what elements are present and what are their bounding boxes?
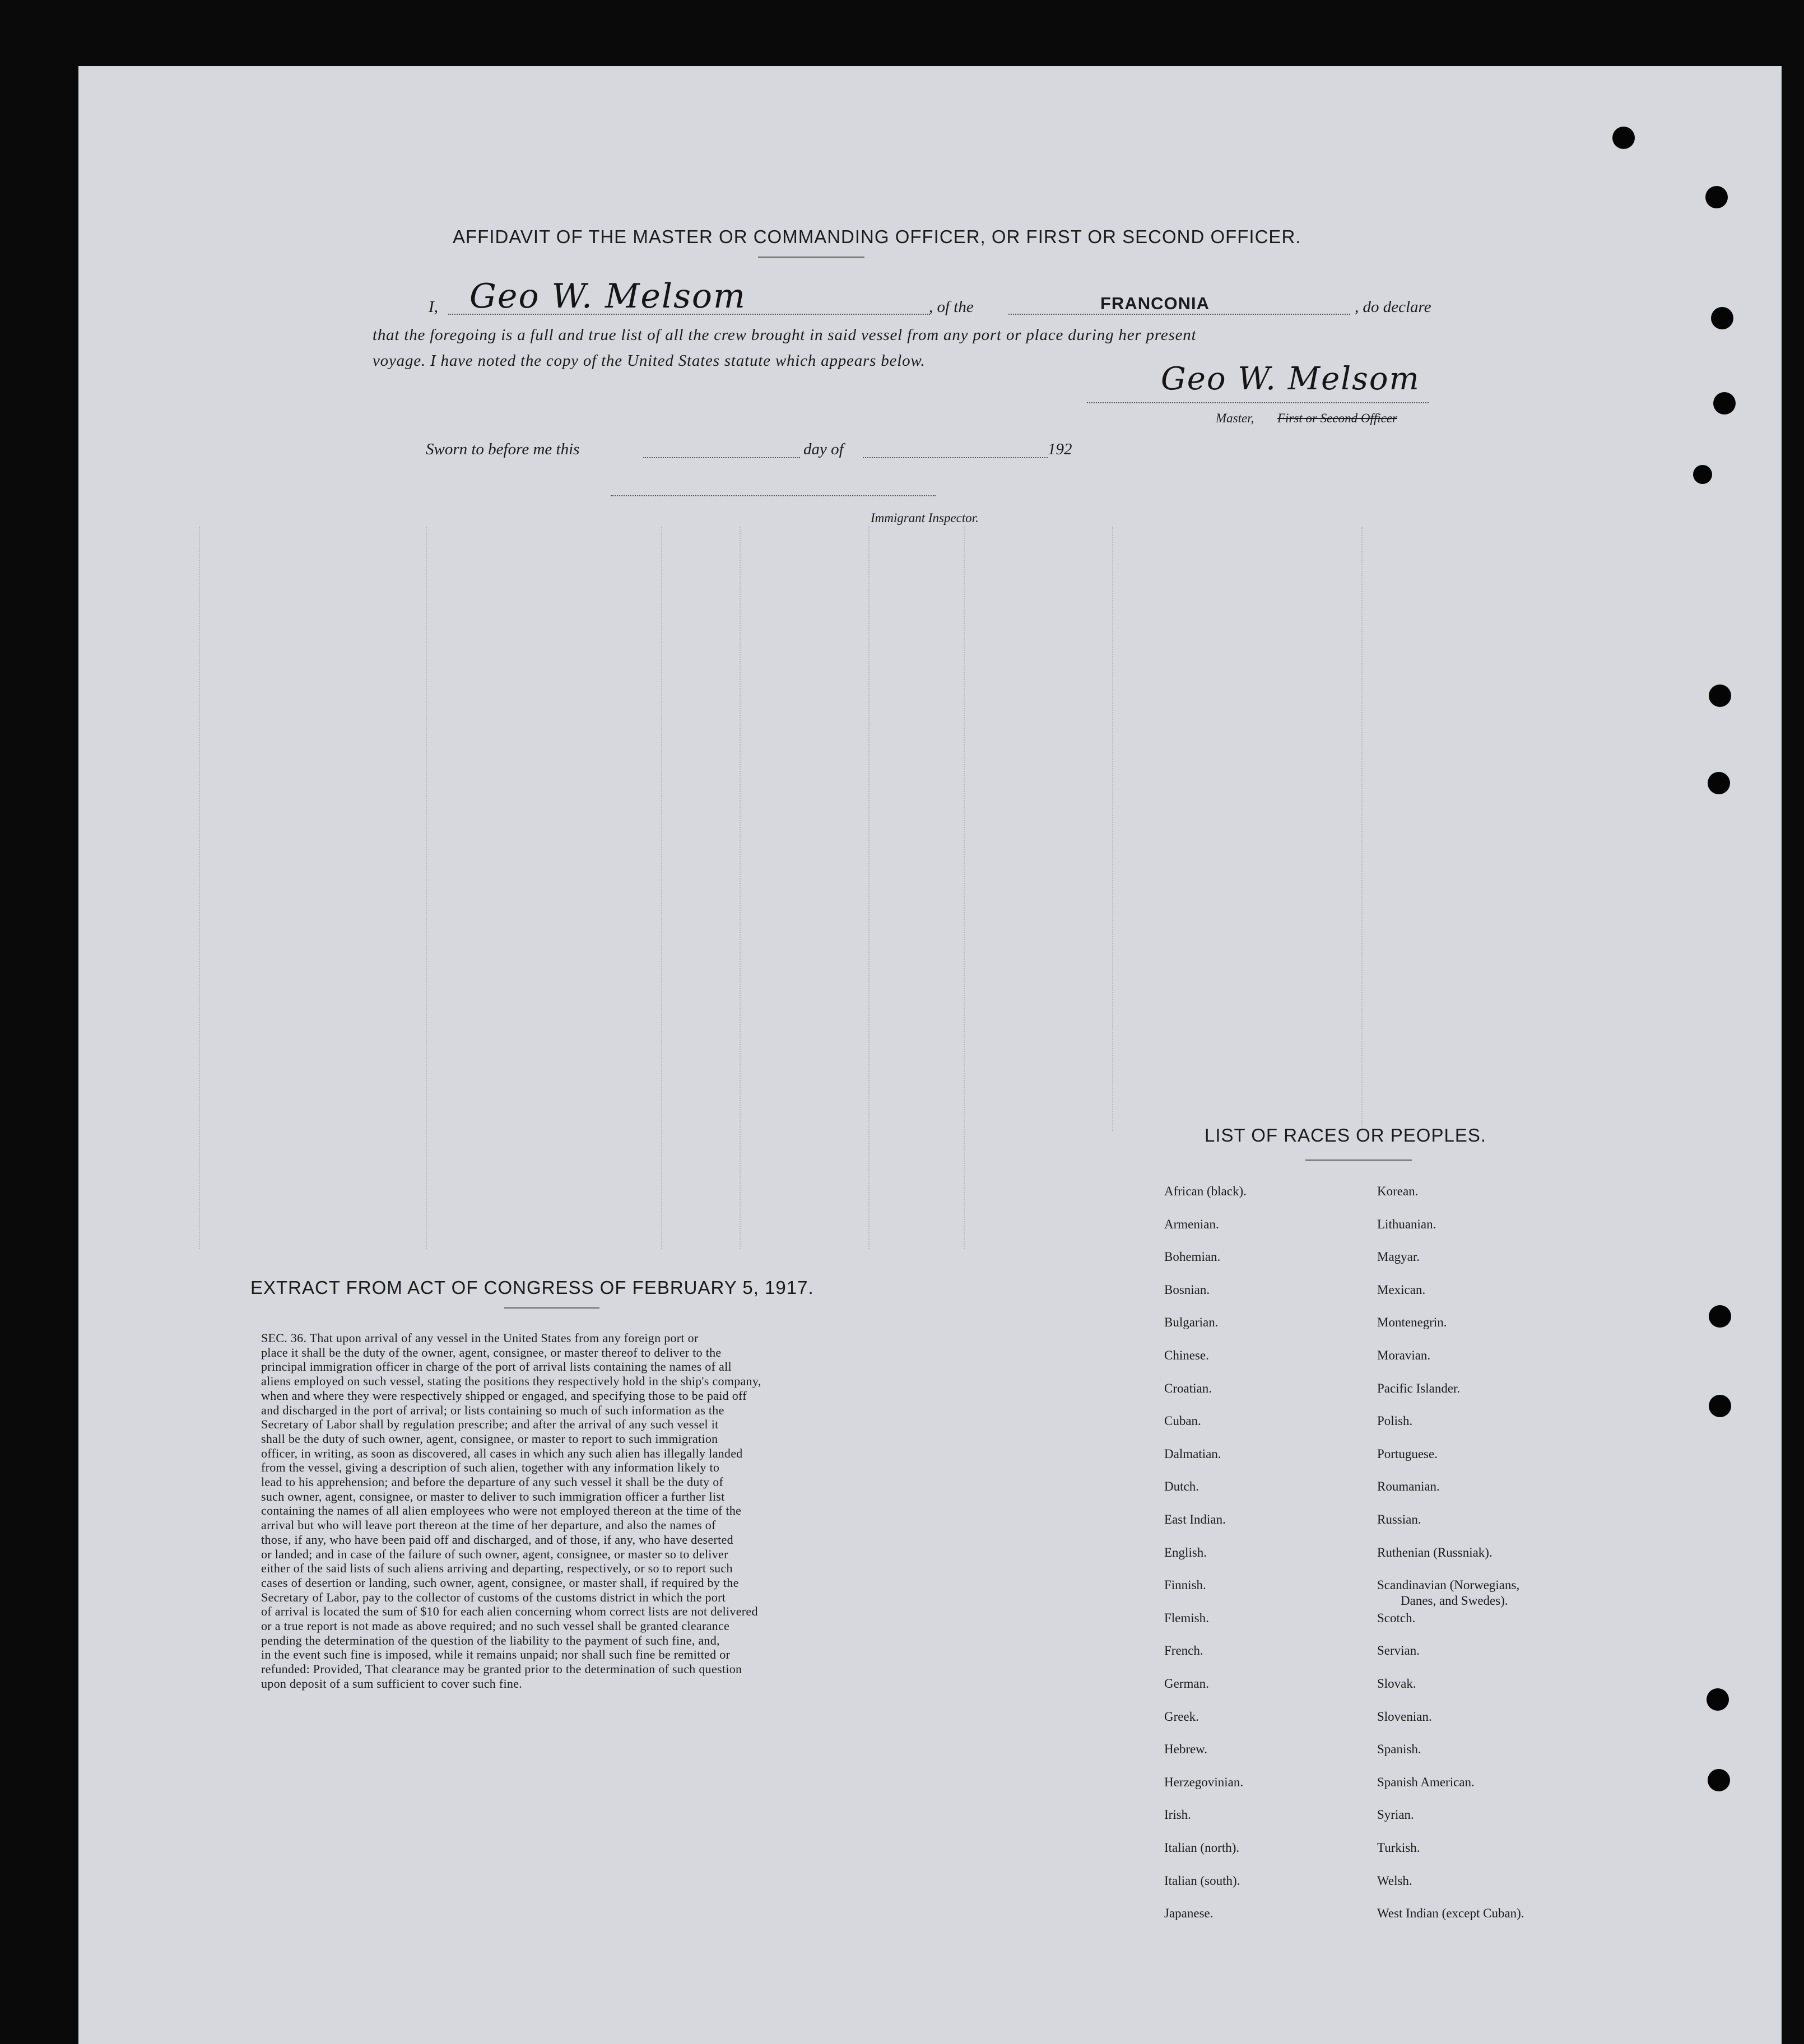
race-entry: Lithuanian. bbox=[1377, 1217, 1436, 1231]
bleed-through-line bbox=[740, 527, 741, 1249]
punch-hole bbox=[1709, 1305, 1731, 1328]
bleed-through-line bbox=[1361, 527, 1363, 1132]
race-entry: Cuban. bbox=[1164, 1414, 1201, 1428]
race-entry: Pacific Islander. bbox=[1377, 1381, 1461, 1395]
race-entry: Russian. bbox=[1377, 1512, 1421, 1526]
race-entry: Roumanian. bbox=[1377, 1479, 1440, 1494]
punch-hole bbox=[1708, 772, 1730, 794]
title-underline bbox=[758, 257, 864, 258]
day-of-label: day of bbox=[803, 440, 844, 458]
declarant-name-line bbox=[448, 314, 930, 315]
punch-hole bbox=[1693, 465, 1712, 484]
race-entry: West Indian (except Cuban). bbox=[1377, 1906, 1524, 1921]
master-signature-block: Geo W. Melsom bbox=[1161, 361, 1420, 397]
race-entry: Slovak. bbox=[1377, 1677, 1416, 1691]
extract-line: SEC. 36. That upon arrival of any vessel in the United States from any foreign port or bbox=[261, 1331, 699, 1345]
extract-line: refunded: Provided, That clearance may be granted prior to the determination of such question bbox=[261, 1662, 742, 1677]
extract-title-underline bbox=[504, 1307, 599, 1309]
race-entry: Moravian. bbox=[1377, 1348, 1431, 1362]
race-entry: Scandinavian (Norwegians, bbox=[1377, 1578, 1520, 1593]
race-entry: Scotch. bbox=[1377, 1610, 1416, 1625]
extract-title: EXTRACT FROM ACT OF CONGRESS OF FEBRUARY 5, 1917. bbox=[250, 1277, 814, 1298]
affidavit-line-2: that the foregoing is a full and true list of all the crew brought in said vessel from any port or place during her present bbox=[373, 326, 1197, 344]
extract-line: arrival but who will leave port thereon at the time of her departure, and also the names of bbox=[261, 1518, 716, 1533]
race-entry: Italian (south). bbox=[1164, 1873, 1240, 1888]
of-the-label: , of the bbox=[929, 298, 974, 316]
race-entry: Italian (north). bbox=[1164, 1841, 1240, 1855]
extract-line: such owner, agent, consignee, or master to deliver to such immigration officer a further list bbox=[261, 1489, 725, 1503]
struck-officer-label: First or Second Officer bbox=[1277, 411, 1397, 425]
race-entry: Japanese. bbox=[1164, 1906, 1213, 1921]
races-left-column bbox=[1164, 1184, 1366, 1935]
inspector-signature-line bbox=[611, 495, 936, 496]
sworn-day-line bbox=[643, 457, 800, 458]
race-entry: Herzegovinian. bbox=[1164, 1775, 1244, 1789]
punch-hole bbox=[1707, 1688, 1729, 1711]
extract-line: Secretary of Labor shall by regulation prescribe; and after the arrival of any such vessel it bbox=[261, 1417, 719, 1432]
race-entry: Spanish. bbox=[1377, 1742, 1421, 1757]
race-entry: Bosnian. bbox=[1164, 1282, 1210, 1297]
race-entry: Servian. bbox=[1377, 1643, 1420, 1658]
bleed-through-line bbox=[426, 527, 427, 1249]
punch-hole bbox=[1705, 186, 1728, 208]
punch-hole bbox=[1709, 685, 1731, 707]
extract-line: Secretary of Labor, pay to the collector of customs of the customs district in which the port bbox=[261, 1590, 726, 1604]
bleed-through-line bbox=[868, 527, 870, 1249]
race-entry: Portuguese. bbox=[1377, 1446, 1438, 1461]
race-entry: Mexican. bbox=[1377, 1282, 1426, 1297]
inspector-label: Immigrant Inspector. bbox=[871, 511, 979, 525]
race-entry: Flemish. bbox=[1164, 1610, 1209, 1625]
race-entry: German. bbox=[1164, 1677, 1209, 1691]
extract-line: in the event such fine is imposed, while it remains unpaid; nor shall such fine be remitted or bbox=[261, 1647, 731, 1662]
extract-line: principal immigration officer in charge of the port of arrival lists containing the names of all bbox=[261, 1359, 732, 1374]
extract-line: either of the said lists of such aliens arriving and departing, respectively, or so to report such bbox=[261, 1561, 733, 1576]
race-entry: Ruthenian (Russniak). bbox=[1377, 1545, 1493, 1559]
race-entry: Croatian. bbox=[1164, 1381, 1212, 1395]
punch-hole bbox=[1709, 1395, 1731, 1417]
vessel-name: FRANCONIA bbox=[1100, 294, 1210, 313]
declarant-prefix: I, bbox=[429, 298, 438, 316]
race-entry: Dutch. bbox=[1164, 1479, 1199, 1494]
extract-line: containing the names of all alien employees who were not employed thereon at the time of the bbox=[261, 1503, 742, 1518]
extract-line: and discharged in the port of arrival; or lists containing so much of such information as the bbox=[261, 1403, 724, 1417]
punch-hole bbox=[1708, 1769, 1730, 1791]
race-entry: Polish. bbox=[1377, 1414, 1413, 1428]
bleed-through-line bbox=[199, 527, 200, 1249]
races-right-column bbox=[1377, 1184, 1635, 1935]
master-signature-handwritten: Geo W. Melsom bbox=[469, 277, 746, 316]
race-entry: Danes, and Swedes). bbox=[1401, 1594, 1508, 1608]
extract-line: or a true report is not made as above required; and no such vessel shall be granted clearance bbox=[261, 1619, 730, 1633]
extract-line: when and where they were respectively shipped or engaged, and specifying those to be paid off bbox=[261, 1388, 747, 1403]
punch-hole bbox=[1711, 307, 1733, 329]
punch-hole bbox=[1713, 392, 1736, 415]
extract-line: those, if any, who have been paid off and discharged, and of those, if any, who have deserted bbox=[261, 1532, 733, 1547]
bleed-through-line bbox=[964, 527, 965, 1249]
signature-line bbox=[1087, 402, 1429, 403]
affidavit-line-3: voyage. I have noted the copy of the United States statute which appears below. bbox=[373, 352, 926, 370]
extract-line: pending the determination of the question of the liability to the payment of such fine, and, bbox=[261, 1633, 720, 1647]
bleed-through-line bbox=[1112, 527, 1113, 1132]
races-title: LIST OF RACES OR PEOPLES. bbox=[1205, 1125, 1487, 1146]
bleed-through-line bbox=[661, 527, 662, 1249]
extract-line: or landed; and in case of the failure of such owner, agent, consignee, or master so to deliver bbox=[261, 1547, 728, 1561]
race-entry: English. bbox=[1164, 1545, 1207, 1559]
extract-line: officer, in writing, as soon as discovered, all cases in which any such alien has illegally landed bbox=[261, 1446, 743, 1460]
extract-line: shall be the duty of such owner, agent, consignee, or master to report to such immigration bbox=[261, 1431, 718, 1446]
sworn-month-line bbox=[863, 457, 1048, 458]
sworn-prefix: Sworn to before me this bbox=[426, 440, 580, 458]
extract-line: from the vessel, giving a description of such alien, together with any information likely to bbox=[261, 1460, 720, 1475]
race-entry: Dalmatian. bbox=[1164, 1446, 1221, 1461]
race-entry: Montenegrin. bbox=[1377, 1315, 1447, 1330]
year-prefix: 192 bbox=[1048, 440, 1072, 458]
master-label: Master, bbox=[1216, 411, 1254, 425]
races-title-underline bbox=[1305, 1160, 1412, 1161]
extract-line: cases of desertion or landing, such owner, agent, consignee, or master shall, if required by the bbox=[261, 1575, 739, 1590]
extract-line: of arrival is located the sum of $10 for each alien concerning whom correct lists are not delivered bbox=[261, 1604, 758, 1619]
race-entry: French. bbox=[1164, 1643, 1203, 1658]
punch-hole bbox=[1612, 127, 1635, 149]
race-entry: Syrian. bbox=[1377, 1808, 1414, 1822]
race-entry: Magyar. bbox=[1377, 1250, 1420, 1264]
race-entry: Bohemian. bbox=[1164, 1250, 1221, 1264]
affidavit-title: AFFIDAVIT OF THE MASTER OR COMMANDING OFFICER, OR FIRST OR SECOND OFFICER. bbox=[453, 226, 1301, 247]
race-entry: Hebrew. bbox=[1164, 1742, 1208, 1757]
race-entry: Spanish American. bbox=[1377, 1775, 1475, 1789]
race-entry: African (black). bbox=[1164, 1184, 1247, 1198]
race-entry: Slovenian. bbox=[1377, 1709, 1432, 1724]
extract-line: aliens employed on such vessel, stating the positions they respectively hold in the ship's company, bbox=[261, 1374, 761, 1389]
race-entry: Chinese. bbox=[1164, 1348, 1209, 1362]
race-entry: Finnish. bbox=[1164, 1578, 1206, 1593]
race-entry: Armenian. bbox=[1164, 1217, 1219, 1231]
race-entry: Bulgarian. bbox=[1164, 1315, 1219, 1330]
race-entry: Irish. bbox=[1164, 1808, 1191, 1822]
do-declare-label: , do declare bbox=[1355, 298, 1431, 316]
race-entry: Korean. bbox=[1377, 1184, 1419, 1198]
race-entry: East Indian. bbox=[1164, 1512, 1226, 1526]
extract-line: place it shall be the duty of the owner, agent, consignee, or master thereof to deliver to the bbox=[261, 1345, 722, 1359]
race-entry: Greek. bbox=[1164, 1709, 1199, 1724]
extract-line: upon deposit of a sum sufficient to cover such fine. bbox=[261, 1676, 523, 1691]
extract-line: lead to his apprehension; and before the departure of any such vessel it shall be the duty of bbox=[261, 1475, 724, 1489]
race-entry: Turkish. bbox=[1377, 1841, 1420, 1855]
race-entry: Welsh. bbox=[1377, 1873, 1412, 1888]
vessel-name-line bbox=[1008, 314, 1350, 315]
